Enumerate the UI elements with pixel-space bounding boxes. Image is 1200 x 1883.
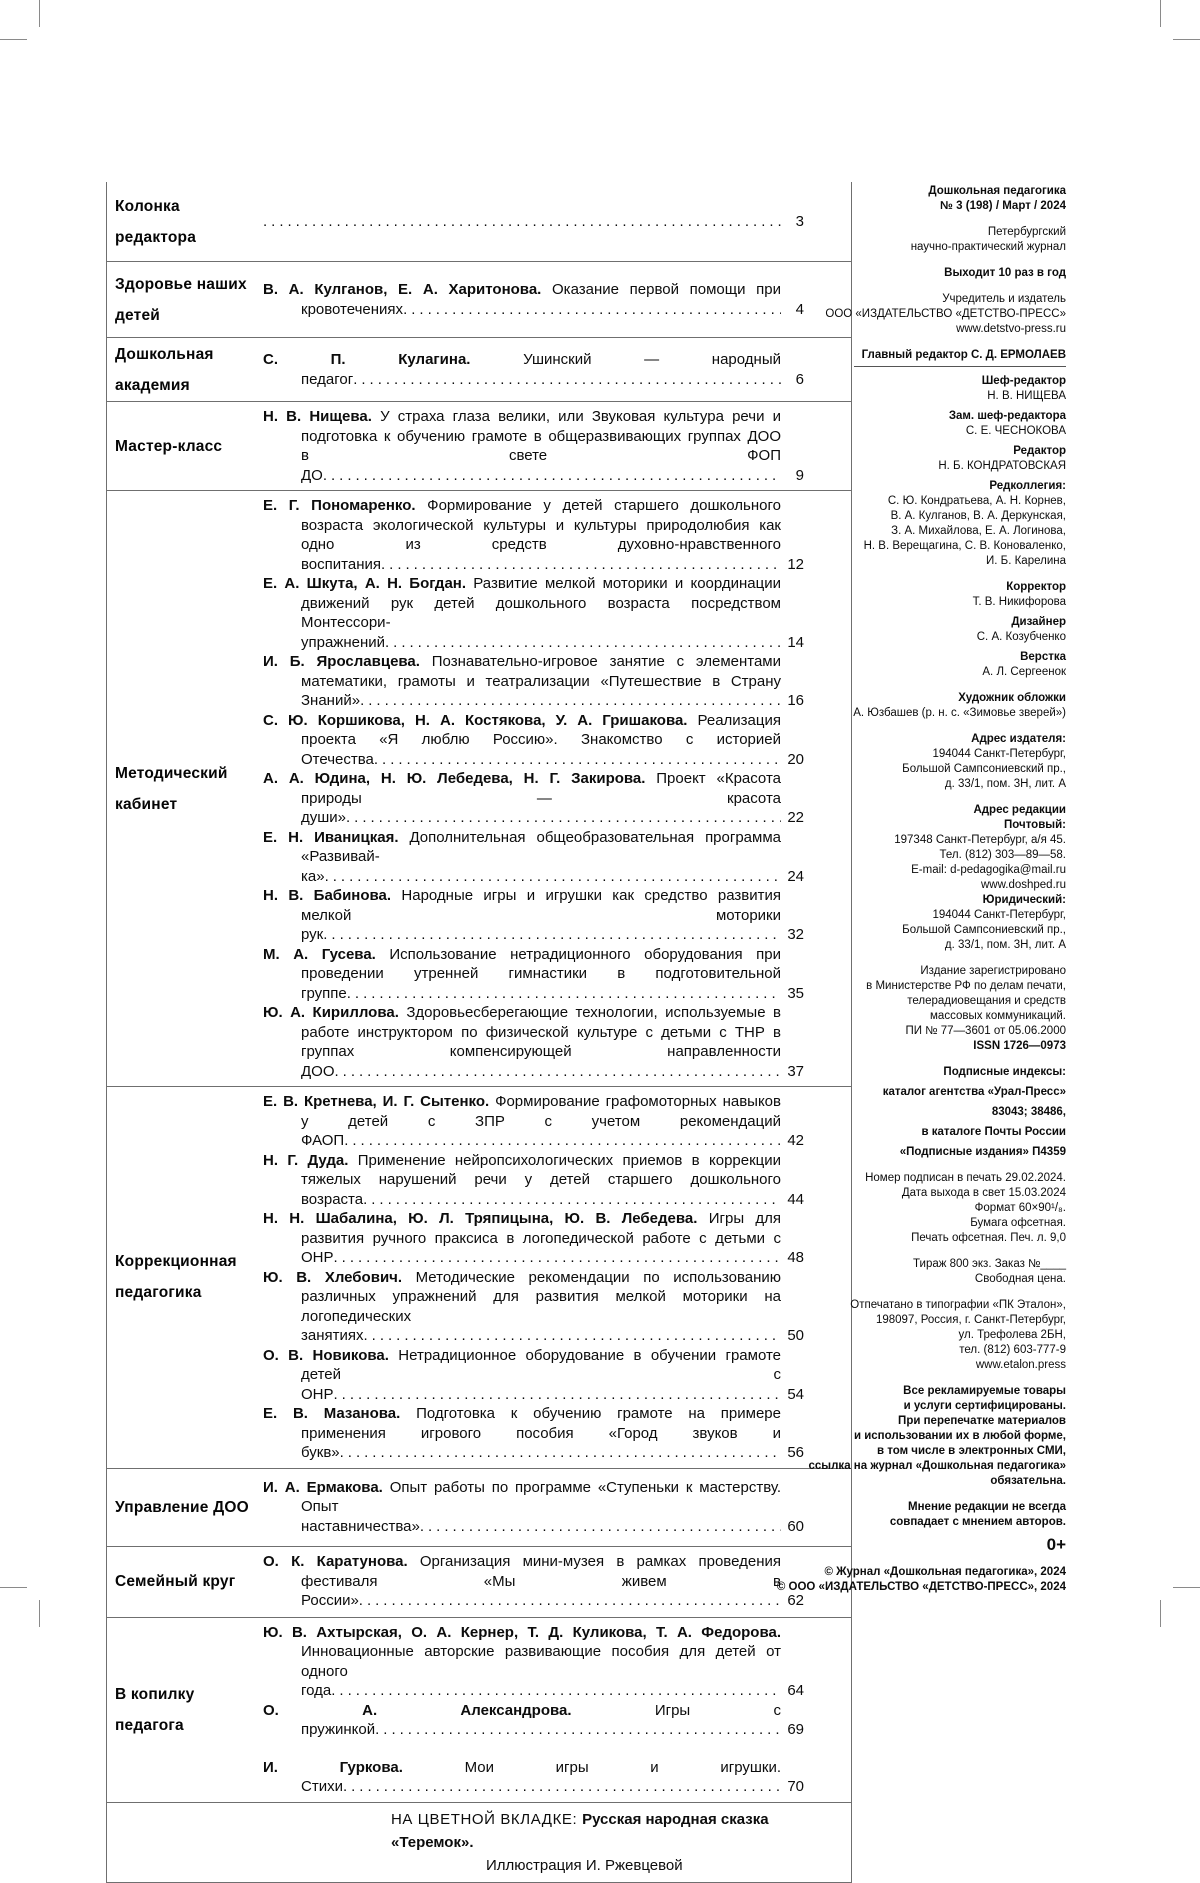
- entry-authors: О. А. Александрова.: [263, 1701, 655, 1719]
- crop-mark-bottom-left-vertical: [39, 1600, 40, 1627]
- masthead-line: При перепечатке материалов: [898, 1415, 1066, 1427]
- color-insert-note: [263, 1808, 804, 1877]
- masthead-line: 198097, Россия, г. Санкт-Петербург,: [875, 1314, 1066, 1326]
- section-label: [107, 338, 263, 401]
- section-label-line: В копилку: [115, 1685, 195, 1703]
- entry-text: Е. А. Шкута, А. Н. Богдан. Развитие мелкой моторики и координации движений рук детей дошкольного возраста посредством Монтессори-упражнений .....: [263, 574, 781, 652]
- entry-authors: Е. Г. Пономаренко.: [263, 497, 428, 514]
- toc-entry: [263, 1003, 804, 1081]
- masthead-line: ISSN 1726—0973: [973, 1040, 1066, 1052]
- section-entries: [263, 1803, 851, 1882]
- entry-text: Ю. В. Ахтырская, О. А. Кернер, Т. Д. Куликова, Т. А. Федорова. Инновационные авторские развивающие пособия для детей от одного года .....: [263, 1623, 781, 1701]
- masthead-line: обязательна.: [990, 1475, 1066, 1487]
- masthead-line: Номер подписан в печать 29.02.2024.: [865, 1172, 1066, 1184]
- section-entries: [263, 402, 851, 490]
- section-label-line: педагогика: [115, 1284, 202, 1302]
- masthead-line: № 3 (198) / Март / 2024: [940, 200, 1066, 212]
- page-number: 56: [787, 1444, 804, 1461]
- entry-text: Н. Г. Дуда. Применение нейропсихологических приемов в коррекции тяжелых нарушений речи у детей старшего дошкольного возраста .....: [263, 1151, 781, 1210]
- entry-text: Ю. В. Хлебович. Методические рекомендации по использованию различных упражнений для развития мелкой моторики на логопедических занятиях .....: [263, 1268, 781, 1346]
- toc-section-row: [107, 262, 851, 338]
- masthead-line: Формат 60×90¹/₈.: [974, 1202, 1066, 1214]
- masthead-line: Печать офсетная. Печ. л. 9,0: [911, 1232, 1066, 1244]
- section-label-line: редактора: [115, 228, 197, 246]
- toc-entry: [263, 945, 804, 1004]
- section-label-line: Колонка: [115, 197, 180, 215]
- masthead-line: С. Е. ЧЕСНОКОВА: [965, 425, 1066, 437]
- toc-section-row: [107, 1618, 851, 1803]
- entry-text: Е. Н. Иваницкая. Дополнительная общеобразовательная программа «Развивай-ка» .....: [263, 828, 781, 887]
- section-entries: [263, 338, 851, 401]
- toc-entry: [263, 1209, 804, 1268]
- page-number: 32: [787, 926, 804, 943]
- entry-authors: И. Гуркова.: [263, 1758, 465, 1776]
- entry-authors: Е. В. Мазанова.: [263, 1405, 417, 1422]
- masthead-line: д. 33/1, пом. 3Н, лит. А: [944, 778, 1066, 790]
- entry-authors: Н. В. Нищева.: [263, 408, 381, 425]
- section-label: [107, 491, 263, 1086]
- insert-prefix: НА ЦВЕТНОЙ ВКЛАДКЕ:: [391, 1810, 583, 1828]
- entry-authors: Ю. В. Хлебович.: [263, 1268, 416, 1286]
- toc-entry: [263, 652, 804, 711]
- entry-text: Е. Г. Пономаренко. Формирование у детей старшего дошкольного возраста экологической культуры и культуры природолюбия как одно из средств духовно-нравственного воспитания .....: [263, 496, 781, 574]
- section-label: [107, 1469, 263, 1546]
- entry-text: С. Ю. Коршикова, Н. А. Костякова, У. А. Гришакова. Реализация проекта «Я люблю Россию». Знакомство с историей Отечества .....: [263, 711, 781, 770]
- section-label-line: Семейный круг: [115, 1573, 236, 1590]
- section-label: [107, 262, 263, 337]
- page-number: 6: [795, 370, 804, 388]
- masthead-line: тел. (812) 603-777-9: [959, 1344, 1066, 1356]
- entry-text: А. А. Юдина, Н. Ю. Лебедева, Н. Г. Закирова. Проект «Красота природы — красота души» .....: [263, 769, 781, 828]
- entry-authors: А. А. Юдина, Н. Ю. Лебедева, Н. Г. Закирова.: [263, 770, 657, 787]
- masthead-line: © Журнал «Дошкольная педагогика», 2024: [824, 1566, 1066, 1578]
- section-entries: [263, 1087, 851, 1468]
- entry-authors: О. К. Каратунова.: [263, 1553, 420, 1571]
- masthead-line: Подписные индексы:: [943, 1066, 1066, 1078]
- masthead-line: каталог агентства «Урал-Пресс»: [882, 1086, 1066, 1098]
- toc-entry: [263, 1346, 804, 1405]
- masthead-line: Редактор: [1013, 445, 1066, 457]
- section-label-line: академия: [115, 376, 190, 394]
- masthead-line: ссылка на журнал «Дошкольная педагогика»: [808, 1460, 1066, 1472]
- page-number: 35: [787, 984, 804, 1002]
- masthead-line: Адрес редакции: [973, 804, 1066, 816]
- section-label-line: Здоровье наших: [115, 275, 247, 293]
- page-number: 16: [787, 692, 804, 709]
- entry-authors: С. П. Кулагина.: [263, 351, 524, 368]
- toc-section-row: [107, 1803, 851, 1883]
- toc-entry: [263, 1623, 804, 1701]
- entry-authors: Е. Н. Иваницкая.: [263, 828, 410, 846]
- crop-mark-top-left-vertical: [39, 0, 40, 27]
- masthead-line: В. А. Кулганов, В. А. Деркунская,: [890, 510, 1066, 522]
- toc-entry: [263, 828, 804, 887]
- entry-authors: Ю. В. Ахтырская, О. А. Кернер, Т. Д. Куликова, Т. А. Федорова.: [263, 1623, 781, 1641]
- masthead-line: Н. В. НИЩЕВА: [987, 390, 1066, 402]
- masthead-line: в каталоге Почты России: [921, 1126, 1066, 1138]
- entry-authors: О. В. Новикова.: [263, 1346, 399, 1364]
- masthead-line: 194044 Санкт-Петербург,: [932, 748, 1066, 760]
- toc-entry: [263, 1092, 804, 1151]
- page-number: 24: [787, 867, 804, 885]
- toc-section-row: [107, 182, 851, 262]
- section-label-line: Мастер-класс: [115, 437, 223, 455]
- masthead-line: © ООО «ИЗДАТЕЛЬСТВО «ДЕТСТВО-ПРЕСС», 2024: [776, 1581, 1066, 1593]
- masthead-line: массовых коммуникаций.: [930, 1010, 1066, 1022]
- masthead-line: Адрес издателя:: [971, 733, 1066, 745]
- toc-entry: [263, 496, 804, 574]
- entry-authors: И. А. Ермакова.: [263, 1478, 390, 1496]
- masthead-line: Верстка: [1020, 651, 1066, 663]
- crop-mark-bottom-right-horizontal: [1173, 1587, 1200, 1588]
- toc-entry: [263, 280, 804, 319]
- entry-text: Н. Н. Шабалина, Ю. Л. Тряпицына, Ю. В. Лебедева. Игры для развития ручного праксиса в логопедической работе с детьми с ОНР .....: [263, 1209, 781, 1268]
- entry-text: С. П. Кулагина. Ушинский — народный педагог .....: [263, 350, 781, 389]
- masthead-line: Дата выхода в свет 15.03.2024: [901, 1187, 1066, 1199]
- entry-text: Н. В. Нищева. У страха глаза велики, или Звуковая культура речи и подготовка к обучению грамоте в общеразвивающих группах ДОО в свете ФОП ДО .....: [263, 407, 781, 485]
- entry-authors: И. Б. Ярославцева.: [263, 653, 432, 670]
- masthead-line: в Министерстве РФ по делам печати,: [866, 980, 1066, 992]
- masthead-line: д. 33/1, пом. 3Н, лит. А: [944, 939, 1066, 951]
- entry-text: М. А. Гусева. Использование нетрадиционного оборудования при проведении утренней гимнастики в подготовительной группе .....: [263, 945, 781, 1004]
- entry-text: И. Гуркова. Мои игры и игрушки. Стихи .....: [263, 1758, 781, 1797]
- page-number: 12: [787, 555, 804, 573]
- section-entries: [263, 262, 851, 337]
- section-label: [107, 1547, 263, 1617]
- section-label-line: Методический: [115, 764, 228, 782]
- entry-authors: Н. Г. Дуда.: [263, 1151, 358, 1169]
- masthead-line: Петербургский: [987, 226, 1066, 238]
- masthead-line: ПИ № 77—3601 от 05.06.2000: [905, 1025, 1066, 1037]
- page-number: 69: [787, 1721, 804, 1738]
- masthead-line: Большой Сампсониевский пр.,: [902, 763, 1066, 775]
- entry-text: Е. В. Мазанова. Подготовка к обучению грамоте на примере применения игрового пособия «Город звуков и букв» .....: [263, 1404, 781, 1463]
- masthead-line: и использовании их в любой форме,: [853, 1430, 1066, 1442]
- toc-section-row: [107, 402, 851, 491]
- masthead-line: Зам. шеф-редактора: [948, 410, 1066, 422]
- masthead-line: www.etalon.press: [975, 1359, 1066, 1371]
- masthead-line: Н. В. Верещагина, С. В. Коноваленко,: [863, 540, 1066, 552]
- masthead-line: 194044 Санкт-Петербург,: [932, 909, 1066, 921]
- masthead-line: Мнение редакции не всегда: [908, 1501, 1066, 1513]
- crop-mark-bottom-left-horizontal: [0, 1587, 27, 1588]
- page-number: 14: [787, 633, 804, 651]
- section-entries: [263, 182, 851, 261]
- masthead-line: Почтовый:: [1004, 819, 1066, 831]
- toc-entry: [263, 1701, 804, 1740]
- masthead-line: научно-практический журнал: [910, 241, 1066, 253]
- page-number: 54: [787, 1385, 804, 1403]
- masthead-line: ООО «ИЗДАТЕЛЬСТВО «ДЕТСТВО-ПРЕСС»: [825, 308, 1066, 320]
- section-label-line: детей: [115, 306, 160, 324]
- entry-authors: Н. Н. Шабалина, Ю. Л. Тряпицына, Ю. В. Лебедева.: [263, 1210, 709, 1227]
- page-number: 22: [787, 809, 804, 826]
- section-label: [107, 402, 263, 490]
- masthead-line: Большой Сампсониевский пр.,: [902, 924, 1066, 936]
- masthead-line: телерадиовещания и средств: [907, 995, 1066, 1007]
- page-number: 62: [787, 1592, 804, 1610]
- masthead-line: Художник обложки: [958, 692, 1066, 704]
- crop-mark-top-right-horizontal: [1173, 39, 1200, 40]
- entry-authors: С. Ю. Коршикова, Н. А. Костякова, У. А. Гришакова.: [263, 711, 698, 729]
- page-number: 9: [795, 466, 804, 484]
- masthead-line: Все рекламируемые товары: [903, 1385, 1066, 1397]
- entry-text: Н. В. Бабинова. Народные игры и игрушки как средство развития мелкой моторики рук .....: [263, 886, 781, 945]
- toc-entry: [263, 886, 804, 945]
- page-number: 50: [787, 1327, 804, 1344]
- toc-entry: [263, 1268, 804, 1346]
- masthead-line: С. Ю. Кондратьева, А. Н. Корнев,: [887, 495, 1066, 507]
- section-entries: [263, 1469, 851, 1546]
- toc-section-row: [107, 1087, 851, 1469]
- masthead-line: ул. Трефолева 2БН,: [958, 1329, 1066, 1341]
- masthead-line: E-mail: d-pedagogika@mail.ru: [911, 864, 1066, 876]
- masthead-line: А. Л. Сергеенок: [982, 666, 1066, 678]
- section-label-line: Дошкольная: [115, 345, 214, 363]
- toc-section-row: [107, 1547, 851, 1618]
- toc-entry: [263, 350, 804, 389]
- page-number: 44: [787, 1190, 804, 1208]
- crop-mark-top-left-horizontal: [0, 39, 27, 40]
- page-number: 70: [787, 1778, 804, 1795]
- masthead-line: Главный редактор С. Д. ЕРМОЛАЕВ: [854, 348, 1066, 367]
- masthead-line: Юридический:: [982, 894, 1066, 906]
- masthead-line: «Подписные издания» П4359: [899, 1146, 1066, 1158]
- masthead-line: И. Б. Карелина: [986, 555, 1066, 567]
- crop-mark-top-right-vertical: [1160, 0, 1161, 27]
- masthead-line: Издание зарегистрировано: [920, 965, 1066, 977]
- page-number: 4: [795, 300, 804, 318]
- section-label-line: Коррекционная: [115, 1253, 237, 1271]
- crop-mark-bottom-right-vertical: [1160, 1600, 1161, 1627]
- masthead-line: Учредитель и издатель: [942, 293, 1066, 305]
- masthead-line: Шеф-редактор: [981, 375, 1066, 387]
- toc-section-row: [107, 491, 851, 1087]
- toc-entry: [263, 574, 804, 652]
- masthead-line: Редколлегия:: [989, 480, 1066, 492]
- masthead-line: 197348 Санкт-Петербург, а/я 45.: [894, 834, 1066, 846]
- page-number: 3: [795, 212, 804, 230]
- toc-entry: [263, 1758, 804, 1797]
- masthead-line: Выходит 10 раз в год: [944, 267, 1066, 279]
- masthead-line: С. А. Козубченко: [976, 631, 1066, 643]
- masthead-line: Т. В. Никифорова: [972, 596, 1066, 608]
- section-label-line: Управление ДОО: [115, 1498, 249, 1516]
- masthead-line: Тираж 800 экз. Заказ №____: [913, 1258, 1066, 1270]
- entry-authors: Н. В. Бабинова.: [263, 887, 402, 904]
- entry-text: Ю. А. Кириллова. Здоровьесберегающие технологии, используемые в работе инструктором по физической культуре с детьми с ТНР в группах компенсирующей направленности ДОО .....: [263, 1003, 781, 1081]
- masthead-line: А. Юзбашев (р. н. с. «Зимовье зверей»): [853, 707, 1066, 719]
- toc-entry: [263, 407, 804, 485]
- masthead-line: в том числе в электронных СМИ,: [876, 1445, 1066, 1457]
- toc-section-row: [107, 1469, 851, 1547]
- masthead-line: www.doshped.ru: [980, 879, 1066, 891]
- page-number: 42: [787, 1132, 804, 1149]
- insert-line: [263, 1808, 804, 1854]
- entry-text: О. В. Новикова. Нетрадиционное оборудование в обучении грамоте детей с ОНР .....: [263, 1346, 781, 1405]
- section-entries: [263, 1618, 851, 1802]
- masthead-line: 0+: [1046, 1535, 1066, 1554]
- section-label: [107, 1803, 263, 1882]
- section-label: [107, 1618, 263, 1802]
- toc-entry: [263, 212, 804, 232]
- page-number: 64: [787, 1682, 804, 1699]
- toc-entry: [263, 711, 804, 770]
- page-number: 48: [787, 1249, 804, 1266]
- masthead-line: и услуги сертифицированы.: [903, 1400, 1066, 1412]
- toc-entry: [263, 1552, 804, 1611]
- masthead-line: Н. Б. КОНДРАТОВСКАЯ: [938, 460, 1066, 472]
- section-label: [107, 1087, 263, 1468]
- page-number: 37: [787, 1062, 804, 1080]
- masthead-line: Свободная цена.: [974, 1273, 1066, 1285]
- toc-table: [106, 182, 852, 1883]
- entry-authors: Е. В. Кретнева, И. Г. Сытенко.: [263, 1093, 496, 1110]
- entry-authors: В. А. Кулганов, Е. А. Харитонова.: [263, 281, 553, 298]
- section-entries: [263, 491, 851, 1086]
- toc-entry: [263, 769, 804, 828]
- page-number: 60: [787, 1517, 804, 1535]
- insert-credit: Иллюстрация И. Ржевцевой: [486, 1856, 683, 1874]
- masthead-line: Тел. (812) 303—89—58.: [939, 849, 1066, 861]
- toc-section-row: [107, 338, 851, 402]
- entry-text: И. Б. Ярославцева. Познавательно-игровое занятие с элементами математики, грамоты и театрализации «Путешествие в Страну Знаний» .....: [263, 652, 781, 711]
- section-label-line: кабинет: [115, 795, 178, 813]
- page-number: 20: [787, 750, 804, 768]
- section-label-line: педагога: [115, 1716, 184, 1734]
- toc-entry: [263, 1404, 804, 1463]
- masthead-line: Дошкольная педагогика: [928, 185, 1066, 197]
- entry-text: [263, 212, 781, 232]
- insert-title: Русская народная сказка «Теремок».: [391, 1810, 769, 1851]
- entry-text: О. А. Александрова. Игры с пружинкой .....: [263, 1701, 781, 1740]
- masthead-line: Отпечатано в типографии «ПК Эталон»,: [850, 1299, 1066, 1311]
- masthead-line: Бумага офсетная.: [970, 1217, 1066, 1229]
- masthead-line: Дизайнер: [1011, 616, 1066, 628]
- section-entries: [263, 1547, 851, 1617]
- masthead-line: Корректор: [1006, 581, 1066, 593]
- entry-text: В. А. Кулганов, Е. А. Харитонова. Оказание первой помощи при кровотечениях .....: [263, 280, 781, 319]
- entry-authors: Ю. А. Кириллова.: [263, 1004, 407, 1021]
- masthead-line: совпадает с мнением авторов.: [889, 1516, 1066, 1528]
- masthead-line: З. А. Михайлова, Е. А. Логинова,: [891, 525, 1066, 537]
- masthead-line: www.detstvo-press.ru: [956, 323, 1066, 335]
- toc-entry: [263, 1478, 804, 1537]
- entry-authors: Е. А. Шкута, А. Н. Богдан.: [263, 575, 474, 592]
- entry-authors: М. А. Гусева.: [263, 945, 390, 963]
- entry-text: О. К. Каратунова. Организация мини-музея в рамках проведения фестиваля «Мы живем в России» .....: [263, 1552, 781, 1611]
- masthead-line: 83043; 38486,: [991, 1106, 1066, 1118]
- toc-entry: [263, 1151, 804, 1210]
- section-label: [107, 182, 263, 261]
- entry-text: Е. В. Кретнева, И. Г. Сытенко. Формирование графомоторных навыков у детей с ЗПР с учетом рекомендаций ФАОП .....: [263, 1092, 781, 1151]
- entry-text: И. А. Ермакова. Опыт работы по программе «Ступеньки к мастерству. Опыт наставничества» .....: [263, 1478, 781, 1537]
